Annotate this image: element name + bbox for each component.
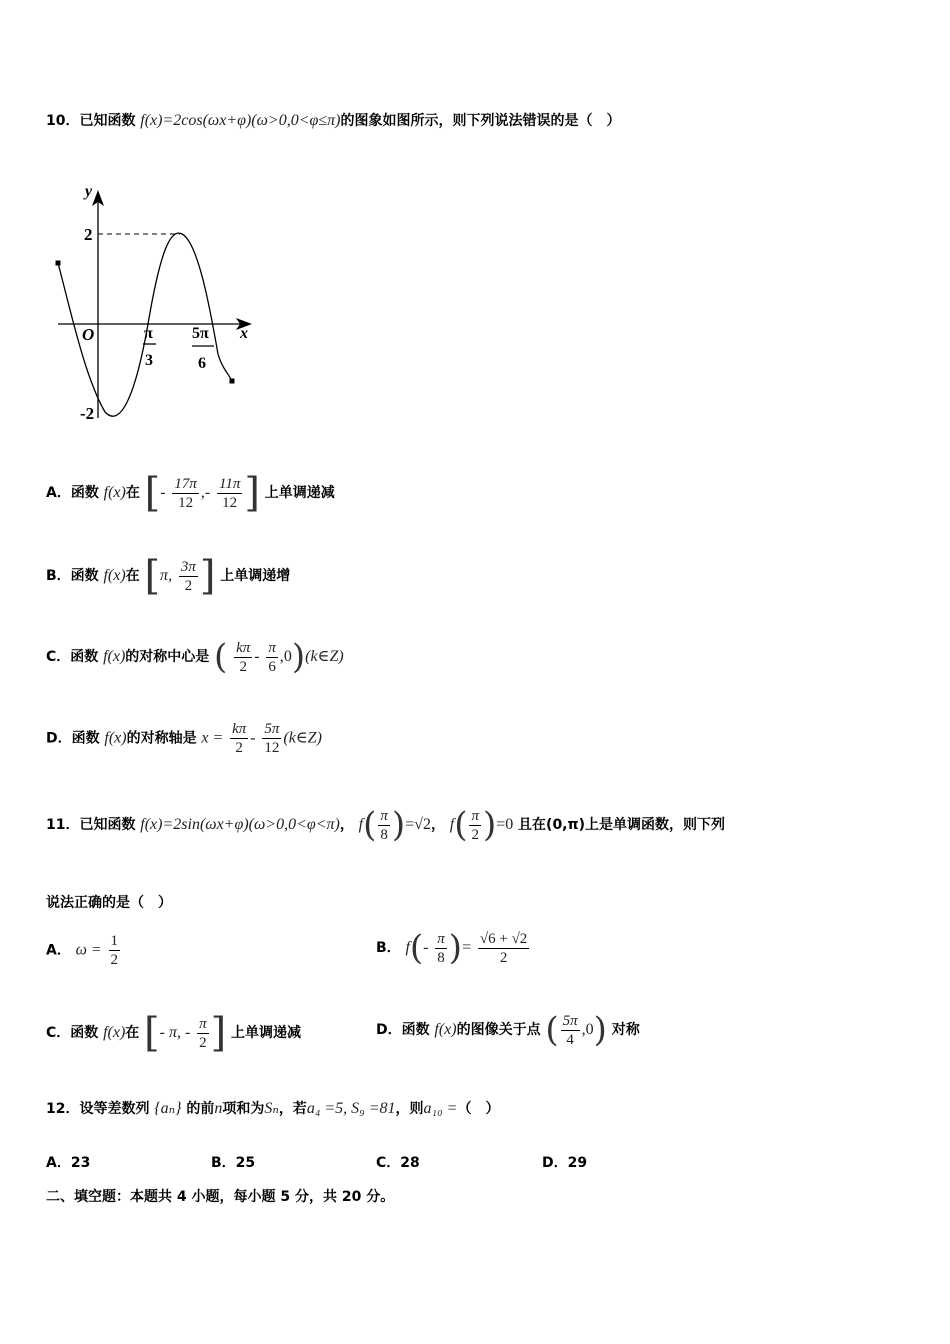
right-paren: ) — [291, 637, 306, 677]
option-text: 的对称中心是 — [125, 649, 210, 665]
fraction: $\frac{17\pi}{12}$ — [174, 475, 197, 511]
q10-lead: 已知函数 — [79, 113, 136, 129]
option-label: B． — [376, 940, 401, 956]
q12-option-c[interactable] — [376, 1152, 420, 1172]
fraction: $\frac{√6 + √2}{2}$ — [479, 930, 528, 966]
q10-number: 10． — [46, 113, 80, 129]
f-symbol: f — [405, 939, 410, 956]
condition: (k∈Z) — [305, 648, 344, 665]
q12-number: 12． — [46, 1101, 80, 1117]
fx-expr: f(x) — [103, 648, 126, 665]
y-max-label: 2 — [84, 225, 93, 244]
right-bracket: ] — [244, 470, 260, 516]
fx-expr: f(x) — [103, 484, 126, 501]
option-text: 函数 — [401, 1022, 430, 1038]
cond2-value: =0 — [496, 816, 514, 833]
interval-left: - π, - — [159, 1024, 191, 1041]
option-label: C． — [376, 1155, 401, 1171]
fraction: $\frac{11\pi}{12}$ — [218, 475, 241, 511]
origin-label: O — [82, 325, 95, 344]
option-label: A． — [46, 485, 71, 501]
option-label: D． — [542, 1155, 568, 1171]
option-label: D． — [376, 1022, 402, 1038]
section-heading-text: 二、填空题：本题共 4 小题，每小题 5 分，共 20 分。 — [46, 1189, 395, 1205]
point-tail: ,0 — [581, 1021, 594, 1038]
x-tick1-den: 3 — [145, 352, 153, 369]
fraction: $\frac{\pi}{8}$ — [380, 807, 388, 843]
y-axis-label: y — [85, 183, 93, 200]
fraction: $\frac{5\pi}{4}$ — [562, 1012, 578, 1048]
fraction: $\frac{3\pi}{2}$ — [180, 558, 196, 594]
q11-option-c[interactable]: C．函数 f(x)在 [- π, - $\frac{\pi}{2}$ ] 上单调递减 — [46, 1010, 302, 1056]
q12-option-a[interactable] — [46, 1152, 90, 1172]
fraction: $\frac{1}{2}$ — [110, 933, 118, 968]
q11-option-b[interactable]: B． f(- $\frac{\pi}{8}$ )= $\frac{√6 + √2}{2}$ — [376, 928, 528, 968]
y-min-label: -2 — [80, 404, 95, 423]
q12-text: 的前 — [186, 1101, 215, 1117]
q11-line2-text: 说法正确的是（ ） — [46, 895, 172, 911]
q10-option-b[interactable] — [46, 553, 290, 599]
option-text: 在 — [125, 568, 140, 584]
option-value: 25 — [235, 1155, 256, 1171]
option-value: 23 — [70, 1155, 91, 1171]
fx-expr: f(x) — [103, 567, 126, 584]
q12-text: 项和为 — [222, 1101, 265, 1117]
fraction: $\frac{\pi}{6}$ — [268, 639, 276, 675]
option-text: 上单调递减 — [231, 1025, 302, 1041]
q12-option-d[interactable] — [542, 1152, 587, 1172]
fraction: $\frac{\pi}{2}$ — [471, 807, 479, 843]
left-bracket: [ — [144, 553, 161, 599]
option-label: C． — [46, 1025, 71, 1041]
x-tick2-den: 6 — [198, 355, 206, 372]
omega-lhs: ω = — [75, 941, 102, 959]
q12-ask: a₁₀ = — [423, 1100, 458, 1117]
sn-symbol: Sₙ — [264, 1100, 279, 1117]
q12-text: （ ） — [457, 1101, 500, 1117]
q10-tail: 的图象如图所示，则下列说法错误的是（ ） — [340, 113, 621, 129]
x-tick2-num: 5π — [192, 325, 209, 342]
q10-stem — [46, 110, 621, 130]
q12-text: ，若 — [278, 1101, 307, 1117]
n-symbol: n — [214, 1100, 223, 1117]
option-text: 对称 — [611, 1022, 640, 1038]
q10-option-c[interactable]: C．函数 f(x)的对称中心是 ( $\frac{k\pi}{2}$ - $\frac{\pi}{6}$ ,0)(k∈Z) — [46, 637, 344, 677]
right-bracket: ] — [199, 553, 216, 599]
option-text: 在 — [125, 485, 140, 501]
x-axis-label: x — [240, 325, 248, 342]
center-tail: ,0 — [279, 648, 292, 665]
q11-tail: 且在(0,π)上是单调函数，则下列 — [518, 817, 725, 833]
fx-expr: f(x) — [104, 729, 127, 747]
option-text: 在 — [125, 1025, 140, 1041]
q10-option-a[interactable]: A．函数 f(x)在 [- $\frac{17\pi}{12}$ ,- $\frac{11\pi}{12}$ ] 上单调递减 — [46, 470, 335, 516]
option-label: B． — [46, 568, 71, 584]
q11-number: 11． — [46, 817, 80, 833]
option-text: 函数 — [71, 730, 100, 747]
q11-function-expr: f(x)=2sin(ωx+φ)(ω>0,0<φ<π) — [140, 816, 340, 833]
option-text: 的图像关于点 — [456, 1022, 541, 1038]
section-heading — [46, 1186, 394, 1206]
option-text: 函数 — [70, 485, 99, 501]
option-label: C． — [46, 649, 71, 665]
interval-left: π, — [160, 567, 173, 584]
option-label: D． — [46, 730, 72, 747]
q10-option-d[interactable]: D．函数 f(x)的对称轴是 x = $\frac{k\pi}{2}$ - $\frac{5\pi}{12}$ (k∈Z) — [46, 721, 322, 756]
option-text: 函数 — [70, 568, 99, 584]
option-label: A． — [46, 942, 71, 959]
sequence-symbol: {aₙ} — [154, 1100, 182, 1117]
option-label: A． — [46, 1155, 71, 1171]
option-text: 函数 — [70, 1025, 99, 1041]
q11-option-a[interactable] — [46, 932, 122, 969]
fraction: $\frac{\pi}{2}$ — [199, 1015, 207, 1051]
q10-graph — [40, 178, 270, 438]
curve-start-point — [56, 261, 61, 266]
q11-lead: 已知函数 — [79, 817, 136, 833]
q12-stem — [46, 1098, 499, 1118]
fraction: $\frac{\pi}{8}$ — [437, 930, 445, 966]
left-paren: ( — [214, 637, 228, 677]
condition: (k∈Z) — [283, 729, 322, 747]
cond1-value: =√2 — [405, 816, 431, 833]
q12-text: 设等差数列 — [79, 1101, 150, 1117]
option-text: 上单调递减 — [264, 485, 335, 501]
option-label: B． — [211, 1155, 236, 1171]
q12-option-b[interactable] — [211, 1152, 255, 1172]
option-text: 上单调递增 — [220, 568, 291, 584]
option-text: 函数 — [70, 649, 99, 665]
left-bracket: [ — [144, 470, 161, 516]
q12-condition: a₄ =5, S₉ =81 — [306, 1100, 396, 1117]
option-text: 的对称轴是 — [126, 730, 197, 747]
curve-end-point — [230, 379, 235, 384]
fraction: $\frac{k\pi}{2}$ — [236, 639, 251, 675]
fraction: $\frac{k\pi}{2}$ — [232, 721, 247, 756]
fx-expr: f(x) — [103, 1024, 126, 1041]
axis-lhs: x = — [201, 729, 224, 747]
q11-stem-line2 — [46, 892, 172, 912]
x-tick1-num: π — [144, 325, 153, 342]
fraction: $\frac{5\pi}{12}$ — [264, 721, 280, 756]
option-value: 29 — [567, 1155, 588, 1171]
q10-function-expr: f(x)=2cos(ωx+φ)(ω>0,0<φ≤π) — [140, 112, 341, 129]
q11-option-d[interactable]: D．函数 f(x)的图像关于点 ( $\frac{5\pi}{4}$ ,0) 对称 — [376, 1010, 640, 1050]
q11-stem: 11．已知函数 f(x)=2sin(ωx+φ)(ω>0,0<φ<π)， f( $\frac{\pi}{8}$ )=√2， f( $\frac{\pi}{2}$ )=0 且在(0,π)上是单调函数，则下列 — [46, 805, 725, 845]
fx-expr: f(x) — [434, 1021, 457, 1038]
q12-text: ，则 — [395, 1101, 424, 1117]
option-value: 28 — [400, 1155, 420, 1171]
